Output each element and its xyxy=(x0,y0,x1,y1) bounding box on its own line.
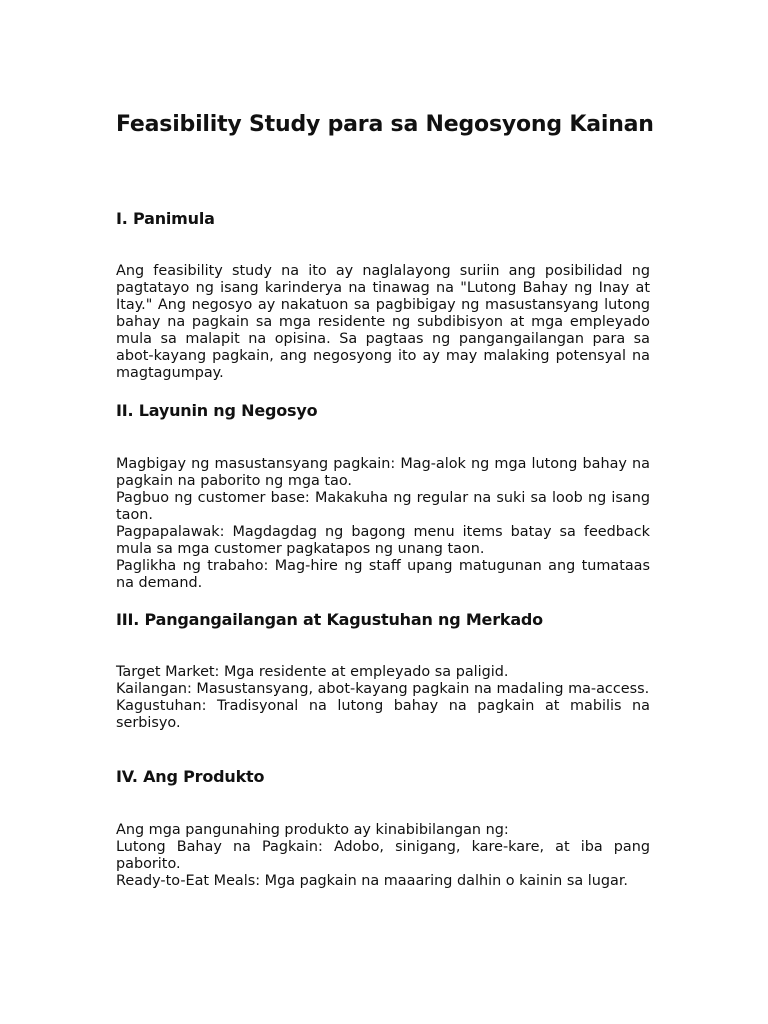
section-body-panimula xyxy=(116,263,650,382)
section-body-produkto xyxy=(116,822,650,890)
section-heading-panimula: I. Panimula xyxy=(116,209,215,228)
section-heading-merkado: III. Pangangailangan at Kagustuhan ng Merkado xyxy=(116,610,543,629)
paragraph: Lutong Bahay na Pagkain: Adobo, sinigang, kare-kare, at iba pang paborito. xyxy=(116,839,650,872)
paragraph: Kailangan: Masustansyang, abot-kayang pagkain na madaling ma-access. xyxy=(116,681,650,697)
paragraph: Paglikha ng trabaho: Mag-hire ng staff upang matugunan ang tumataas na demand. xyxy=(116,558,650,591)
paragraph: Ang feasibility study na ito ay naglalayong suriin ang posibilidad ng pagtatayo ng isang karinderya na tinawag na "Lutong Bahay ng Inay at Itay." Ang negosyo ay nakatuon sa pagbibigay ng masustansyang lutong bahay na pagkain sa mga residente ng subdibisyon at mga empleyado mula sa malapit na opisina. Sa pagtaas ng pangangailangan para sa abot-kayang pagkain, ang negosyong ito ay may malaking potensyal na magtagumpay. xyxy=(116,263,650,381)
paragraph: Magbigay ng masustansyang pagkain: Mag-alok ng mga lutong bahay na pagkain na paborito ng mga tao. xyxy=(116,456,650,489)
document-title: Feasibility Study para sa Negosyong Kainan xyxy=(116,112,654,137)
section-body-merkado xyxy=(116,664,650,732)
paragraph: Pagbuo ng customer base: Makakuha ng regular na suki sa loob ng isang taon. xyxy=(116,490,650,523)
section-heading-layunin: II. Layunin ng Negosyo xyxy=(116,401,318,420)
section-body-layunin xyxy=(116,456,650,592)
paragraph: Ready-to-Eat Meals: Mga pagkain na maaaring dalhin o kainin sa lugar. xyxy=(116,873,628,889)
paragraph: Target Market: Mga residente at empleyado sa paligid. xyxy=(116,664,509,680)
section-heading-produkto: IV. Ang Produkto xyxy=(116,767,265,786)
paragraph: Kagustuhan: Tradisyonal na lutong bahay na pagkain at mabilis na serbisyo. xyxy=(116,698,650,731)
paragraph: Pagpapalawak: Magdagdag ng bagong menu items batay sa feedback mula sa mga customer pagkatapos ng unang taon. xyxy=(116,524,650,557)
paragraph: Ang mga pangunahing produkto ay kinabibilangan ng: xyxy=(116,822,509,838)
